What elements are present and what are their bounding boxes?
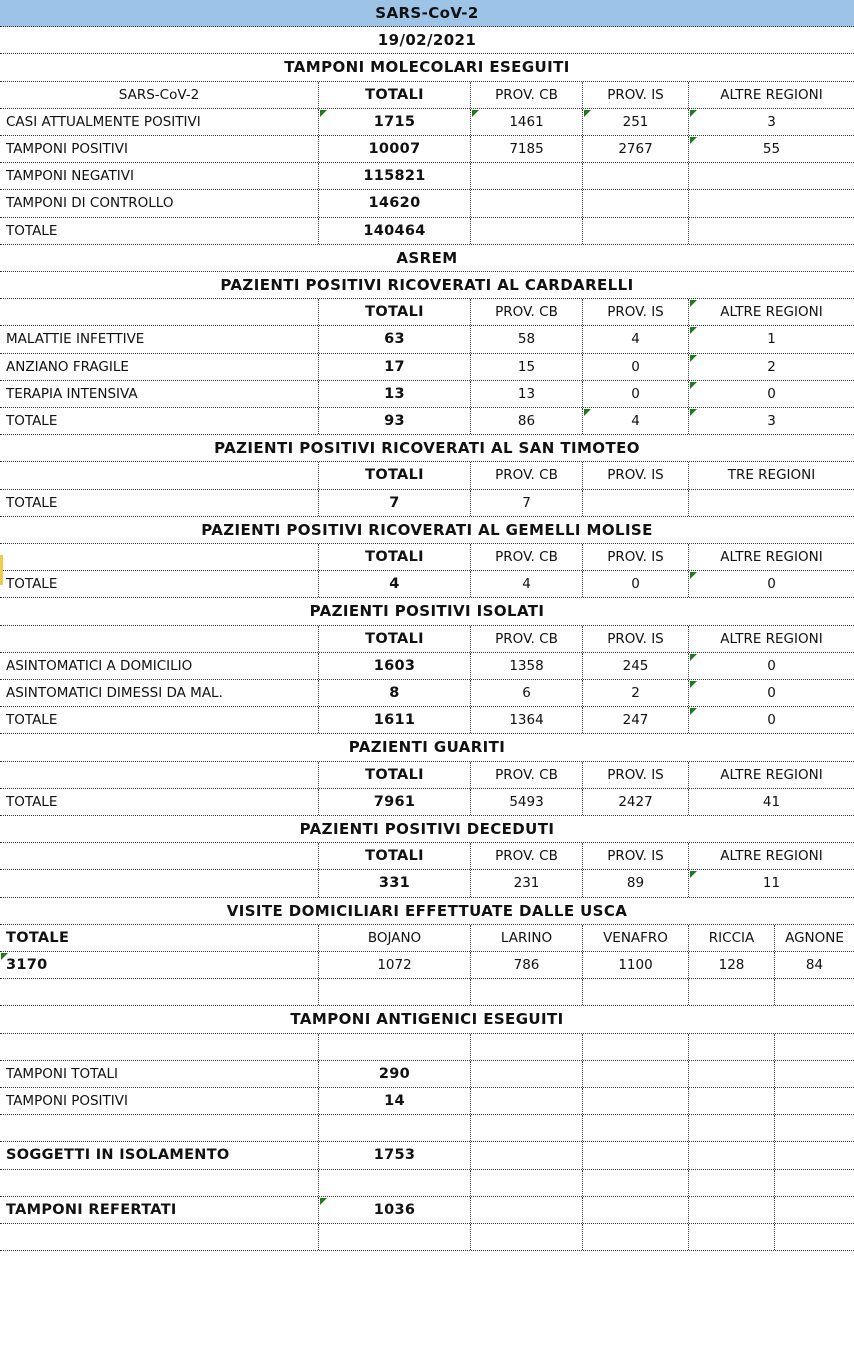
- value-cell: 1072: [318, 952, 470, 978]
- empty-cell: [774, 979, 854, 1005]
- spacer-row: [0, 1034, 854, 1061]
- value-cell: [582, 190, 688, 216]
- col-header: PROV. IS: [582, 762, 688, 788]
- molecolari-row: [0, 190, 854, 217]
- empty-cell: [774, 1197, 854, 1223]
- value-cell: 0: [688, 707, 854, 733]
- col-header: PROV. CB: [470, 626, 582, 652]
- value-cell: 4: [582, 326, 688, 352]
- empty-cell: [0, 979, 318, 1005]
- value-cell: 3170: [0, 952, 318, 978]
- empty-cell: [470, 1170, 582, 1196]
- col-header: PROV. IS: [582, 544, 688, 570]
- usca-heading: VISITE DOMICILIARI EFFETTUATE DALLE USCA: [226, 901, 628, 920]
- value-cell: [582, 218, 688, 244]
- row-label: [0, 870, 318, 896]
- empty-cell: [582, 1142, 688, 1168]
- col-header: PROV. CB: [470, 462, 582, 488]
- value-cell: [470, 218, 582, 244]
- cardarelli-row: [0, 354, 854, 381]
- value-cell: [688, 163, 854, 189]
- sheet-title: SARS-CoV-2: [375, 4, 479, 23]
- value-cell: 13: [470, 381, 582, 407]
- col-header: [0, 762, 318, 788]
- gemelli-row: [0, 571, 854, 598]
- row-label: TOTALE: [6, 494, 58, 511]
- value-cell: 1715: [318, 109, 470, 135]
- report-date-row: [0, 27, 854, 54]
- value-cell: 4: [582, 408, 688, 434]
- col-header: TOTALI: [318, 626, 470, 652]
- empty-cell: [582, 1170, 688, 1196]
- empty-cell: [774, 1088, 854, 1114]
- usca-values-row: [0, 952, 854, 979]
- empty-cell: [688, 1170, 774, 1196]
- value-cell: 89: [582, 870, 688, 896]
- molecolari-heading: TAMPONI MOLECOLARI ESEGUITI: [284, 58, 570, 77]
- value-cell: 1358: [470, 653, 582, 679]
- col-header: [0, 544, 318, 570]
- refertati-row: [0, 1197, 854, 1224]
- col-header: PROV. IS: [582, 843, 688, 869]
- empty-cell: [318, 1034, 470, 1060]
- value-cell: 0: [582, 354, 688, 380]
- value-cell: [688, 218, 854, 244]
- isolamento-value: 1753: [318, 1142, 470, 1168]
- value-cell: 7961: [318, 789, 470, 815]
- col-header: PROV. CB: [470, 544, 582, 570]
- molecolari-row: [0, 163, 854, 190]
- value-cell: 115821: [318, 163, 470, 189]
- col-header: ALTRE REGIONI: [688, 299, 854, 325]
- value-cell: 140464: [318, 218, 470, 244]
- row-label: TOTALE: [6, 712, 58, 729]
- empty-cell: [470, 979, 582, 1005]
- row-label: TAMPONI NEGATIVI: [6, 168, 134, 185]
- value-cell: 0: [582, 571, 688, 597]
- row-label: MALATTIE INFETTIVE: [6, 331, 145, 348]
- empty-cell: [582, 1034, 688, 1060]
- value-cell: [582, 490, 688, 516]
- empty-cell: [470, 1115, 582, 1141]
- empty-cell: [688, 1142, 774, 1168]
- deceduti-header-row: [0, 843, 854, 870]
- empty-cell: [318, 1170, 470, 1196]
- gemelli-header-row: [0, 544, 854, 571]
- value-cell: 0: [582, 381, 688, 407]
- cardarelli-header-row: [0, 299, 854, 326]
- col-header: TOTALI: [318, 762, 470, 788]
- value-cell: 2: [688, 354, 854, 380]
- row-label: TOTALE: [6, 576, 58, 593]
- isolati-heading-row: [0, 598, 854, 625]
- empty-cell: [0, 1224, 318, 1250]
- antigenici-heading: TAMPONI ANTIGENICI ESEGUITI: [290, 1010, 564, 1029]
- empty-cell: [774, 1142, 854, 1168]
- asrem-heading-row: [0, 245, 854, 272]
- isolati-row: [0, 680, 854, 707]
- col-header: PROV. IS: [582, 462, 688, 488]
- value-cell: [582, 163, 688, 189]
- usca-heading-row: [0, 898, 854, 925]
- value-cell: 41: [688, 789, 854, 815]
- empty-cell: [582, 979, 688, 1005]
- isolamento-row: [0, 1142, 854, 1169]
- col-header: TOTALI: [318, 544, 470, 570]
- cardarelli-row: [0, 408, 854, 435]
- molecolari-row: [0, 136, 854, 163]
- value-cell: 17: [318, 354, 470, 380]
- empty-cell: [774, 1170, 854, 1196]
- value-cell: 331: [318, 870, 470, 896]
- value-cell: 4: [318, 571, 470, 597]
- value-cell: 0: [688, 571, 854, 597]
- value-cell: 4: [470, 571, 582, 597]
- value-cell: 1603: [318, 653, 470, 679]
- col-header: RICCIA: [688, 925, 774, 951]
- value-cell: 245: [582, 653, 688, 679]
- report-date: 19/02/2021: [377, 31, 477, 50]
- value-cell: 7: [318, 490, 470, 516]
- col-header: PROV. IS: [582, 299, 688, 325]
- asrem-heading: ASREM: [396, 248, 458, 267]
- guariti-header-row: [0, 762, 854, 789]
- empty-cell: [318, 1115, 470, 1141]
- empty-cell: [774, 1061, 854, 1087]
- col-header: PROV. IS: [582, 82, 688, 108]
- isolati-row: [0, 653, 854, 680]
- value-cell: 8: [318, 680, 470, 706]
- value-cell: 0: [688, 653, 854, 679]
- value-cell: 231: [470, 870, 582, 896]
- col-header: TOTALI: [318, 82, 470, 108]
- col-header: ALTRE REGIONI: [688, 82, 854, 108]
- empty-cell: [470, 1034, 582, 1060]
- cardarelli-heading: PAZIENTI POSITIVI RICOVERATI AL CARDARELLI: [220, 276, 634, 295]
- empty-cell: [774, 1034, 854, 1060]
- empty-cell: [0, 1034, 318, 1060]
- refertati-value: 1036: [318, 1197, 470, 1223]
- value-cell: 58: [470, 326, 582, 352]
- empty-cell: [688, 1088, 774, 1114]
- col-header: BOJANO: [318, 925, 470, 951]
- value-cell: 1364: [470, 707, 582, 733]
- value-cell: 1100: [582, 952, 688, 978]
- value-cell: 251: [582, 109, 688, 135]
- refertati-label: TAMPONI REFERTATI: [6, 1201, 177, 1218]
- value-cell: 86: [470, 408, 582, 434]
- antigenici-row: [0, 1088, 854, 1115]
- row-label: TOTALE: [6, 222, 58, 239]
- row-edge-marker: [0, 555, 3, 585]
- value-cell: 13: [318, 381, 470, 407]
- col-header: TRE REGIONI: [688, 462, 854, 488]
- guariti-heading: PAZIENTI GUARITI: [348, 738, 506, 757]
- isolati-header-row: [0, 626, 854, 653]
- col-header: ALTRE REGIONI: [688, 544, 854, 570]
- empty-cell: [688, 1197, 774, 1223]
- value-cell: 3: [688, 408, 854, 434]
- value-cell: 1611: [318, 707, 470, 733]
- value-cell: [688, 490, 854, 516]
- deceduti-heading: PAZIENTI POSITIVI DECEDUTI: [299, 820, 555, 839]
- empty-cell: [470, 1061, 582, 1087]
- spacer-row: [0, 1170, 854, 1197]
- isolati-row: [0, 707, 854, 734]
- molecolari-heading-row: [0, 54, 854, 81]
- row-label: ASINTOMATICI DIMESSI DA MAL.: [6, 685, 223, 702]
- col-header: PROV. CB: [470, 843, 582, 869]
- sheet-title-row: [0, 0, 854, 27]
- spacer-row: [0, 1224, 854, 1251]
- cardarelli-heading-row: [0, 272, 854, 299]
- row-label: ANZIANO FRAGILE: [6, 358, 129, 375]
- empty-cell: [318, 979, 470, 1005]
- value-cell: 3: [688, 109, 854, 135]
- col-header: TOTALI: [318, 299, 470, 325]
- san_timoteo-header-row: [0, 462, 854, 489]
- value-cell: 55: [688, 136, 854, 162]
- row-label: TERAPIA INTENSIVA: [6, 385, 138, 402]
- san_timoteo-heading-row: [0, 435, 854, 462]
- value-cell: 14: [318, 1088, 470, 1114]
- col-header: [0, 462, 318, 488]
- deceduti-row: [0, 870, 854, 897]
- col-header: LARINO: [470, 925, 582, 951]
- value-cell: 84: [774, 952, 854, 978]
- antigenici-row: [0, 1061, 854, 1088]
- antigenici-heading-row: [0, 1006, 854, 1033]
- empty-cell: [582, 1197, 688, 1223]
- empty-cell: [0, 1115, 318, 1141]
- value-cell: 15: [470, 354, 582, 380]
- empty-cell: [582, 1224, 688, 1250]
- empty-cell: [774, 1224, 854, 1250]
- empty-cell: [582, 1088, 688, 1114]
- empty-cell: [688, 1061, 774, 1087]
- empty-cell: [688, 979, 774, 1005]
- usca-header-row: [0, 925, 854, 952]
- empty-cell: [470, 1142, 582, 1168]
- molecolari-row: [0, 109, 854, 136]
- value-cell: 10007: [318, 136, 470, 162]
- gemelli-heading-row: [0, 517, 854, 544]
- value-cell: 93: [318, 408, 470, 434]
- value-cell: 0: [688, 680, 854, 706]
- empty-cell: [582, 1061, 688, 1087]
- col-header: [0, 299, 318, 325]
- empty-cell: [688, 1034, 774, 1060]
- value-cell: [470, 190, 582, 216]
- isolamento-label: SOGGETTI IN ISOLAMENTO: [6, 1147, 230, 1164]
- san_timoteo-row: [0, 490, 854, 517]
- empty-cell: [774, 1115, 854, 1141]
- value-cell: 1: [688, 326, 854, 352]
- value-cell: 7185: [470, 136, 582, 162]
- empty-cell: [470, 1088, 582, 1114]
- molecolari-row: [0, 218, 854, 245]
- value-cell: 6: [470, 680, 582, 706]
- row-label: TAMPONI POSITIVI: [6, 1093, 128, 1110]
- san_timoteo-heading: PAZIENTI POSITIVI RICOVERATI AL SAN TIMOTEO: [214, 439, 640, 458]
- row-label: TOTALE: [6, 413, 58, 430]
- row-label: TOTALE: [6, 793, 58, 810]
- cardarelli-row: [0, 381, 854, 408]
- row-label: ASINTOMATICI A DOMICILIO: [6, 657, 193, 674]
- value-cell: 290: [318, 1061, 470, 1087]
- col-header: TOTALE: [6, 929, 70, 946]
- row-label: TAMPONI TOTALI: [6, 1065, 119, 1082]
- empty-cell: [470, 1224, 582, 1250]
- deceduti-heading-row: [0, 816, 854, 843]
- value-cell: 0: [688, 381, 854, 407]
- spacer-row: [0, 979, 854, 1006]
- empty-cell: [318, 1224, 470, 1250]
- isolati-heading: PAZIENTI POSITIVI ISOLATI: [309, 602, 545, 621]
- value-cell: 786: [470, 952, 582, 978]
- value-cell: 11: [688, 870, 854, 896]
- col-header: [0, 843, 318, 869]
- col-header: PROV. IS: [582, 626, 688, 652]
- row-label: TAMPONI POSITIVI: [6, 141, 128, 158]
- value-cell: 1461: [470, 109, 582, 135]
- value-cell: 2767: [582, 136, 688, 162]
- gemelli-heading: PAZIENTI POSITIVI RICOVERATI AL GEMELLI MOLISE: [201, 520, 653, 539]
- empty-cell: [470, 1197, 582, 1223]
- guariti-heading-row: [0, 734, 854, 761]
- value-cell: 63: [318, 326, 470, 352]
- value-cell: 14620: [318, 190, 470, 216]
- col-header: ALTRE REGIONI: [688, 626, 854, 652]
- empty-cell: [688, 1115, 774, 1141]
- col-header: ALTRE REGIONI: [688, 762, 854, 788]
- empty-cell: [582, 1115, 688, 1141]
- value-cell: 2: [582, 680, 688, 706]
- value-cell: [470, 163, 582, 189]
- col-header: PROV. CB: [470, 762, 582, 788]
- value-cell: 5493: [470, 789, 582, 815]
- col-header: [0, 626, 318, 652]
- cardarelli-row: [0, 326, 854, 353]
- col-header: TOTALI: [318, 843, 470, 869]
- value-cell: 7: [470, 490, 582, 516]
- value-cell: 2427: [582, 789, 688, 815]
- col-header: SARS-CoV-2: [118, 86, 200, 103]
- row-label: TAMPONI DI CONTROLLO: [6, 195, 174, 212]
- value-cell: 247: [582, 707, 688, 733]
- row-label: CASI ATTUALMENTE POSITIVI: [6, 113, 201, 130]
- col-header: PROV. CB: [470, 82, 582, 108]
- col-header: AGNONE: [774, 925, 854, 951]
- spacer-row: [0, 1115, 854, 1142]
- value-cell: [688, 190, 854, 216]
- col-header: PROV. CB: [470, 299, 582, 325]
- molecolari-header-row: [0, 82, 854, 109]
- empty-cell: [0, 1170, 318, 1196]
- guariti-row: [0, 789, 854, 816]
- col-header: VENAFRO: [582, 925, 688, 951]
- empty-cell: [688, 1224, 774, 1250]
- col-header: TOTALI: [318, 462, 470, 488]
- col-header: ALTRE REGIONI: [688, 843, 854, 869]
- value-cell: 128: [688, 952, 774, 978]
